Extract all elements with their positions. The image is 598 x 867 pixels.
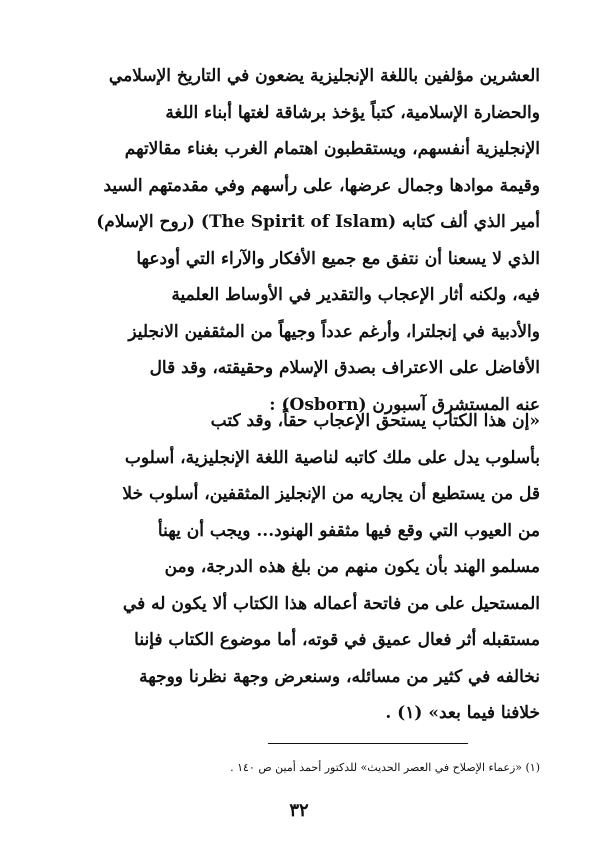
text-line: قل من يستطيع أن يجاريه من الإنجليز المثقفين، أسلوب خلا	[122, 484, 540, 504]
text-line: وقيمة موادها وجمال عرضها، على رأسهم وفي مقدمتهم السيد	[103, 175, 540, 196]
text-line: مسلمو الهند بأن يكون منهم من بلغ هذه الدرجة، ومن	[164, 557, 540, 577]
text-line: المستحيل على من فاتحة أعماله هذا الكتاب ألا يكون له في	[122, 593, 540, 614]
text-line: الإنجليزية أنفسهم، ويستقطبون اهتمام الغرب بغناء مقالاتهم	[124, 139, 540, 159]
text-line: الذي لا يسعنا أن نتفق مع جميع الأفكار والآراء التي أودعها	[136, 248, 540, 269]
text-line: والحضارة الإسلامية، كتباً يؤخذ برشاقة لغتها أبناء اللغة	[165, 102, 540, 123]
paragraph-1	[60, 58, 540, 423]
text-line: «إن هذا الكتاب يستحق الإعجاب حقاً، وقد كتب	[210, 411, 540, 431]
text-line: الأفاضل على الاعتراف بصدق الإسلام وحقيقته، وقد قال	[149, 358, 540, 378]
text-line: أمير الذي ألف كتابه (The Spirit of Islam) (روح الإسلام)	[96, 212, 540, 232]
text-line: من العيوب التي وقع فيها مثقفو الهنود... ويجب أن يهنأ	[157, 520, 540, 541]
footnote: (١) «زعماء الإصلاح في العصر الحديث» للدكتور أحمد أمين ص ١٤٠ .	[230, 761, 540, 774]
page-number: ٣٢	[289, 800, 309, 821]
text-line: خلافنا فيما بعد» (١) .	[385, 703, 540, 723]
text-line: فيه، ولكنه أثار الإعجاب والتقدير في الأوساط العلمية	[171, 285, 540, 305]
text-line: والأدبية في إنجلترا، وأرغم عدداً وجيهاً من المثقفين الانجليز	[128, 321, 540, 342]
footnote-divider	[268, 743, 468, 744]
quotation-paragraph	[60, 403, 540, 732]
text-line: نخالفه في كثير من مسائله، وسنعرض وجهة نظرنا ووجهة	[139, 666, 540, 687]
text-line: مستقبله أثر فعال عميق في قوته، أما موضوع الكتاب فإننا	[134, 630, 540, 650]
text-line: العشرين مؤلفين باللغة الإنجليزية يضعون في التاريخ الإسلامي	[108, 66, 540, 86]
text-line: عنه المستشرق آسبورن (Osborn) :	[269, 394, 540, 415]
text-line: بأسلوب يدل على ملك كاتبه لناصية اللغة الإنجليزية، أسلوب	[124, 447, 540, 468]
